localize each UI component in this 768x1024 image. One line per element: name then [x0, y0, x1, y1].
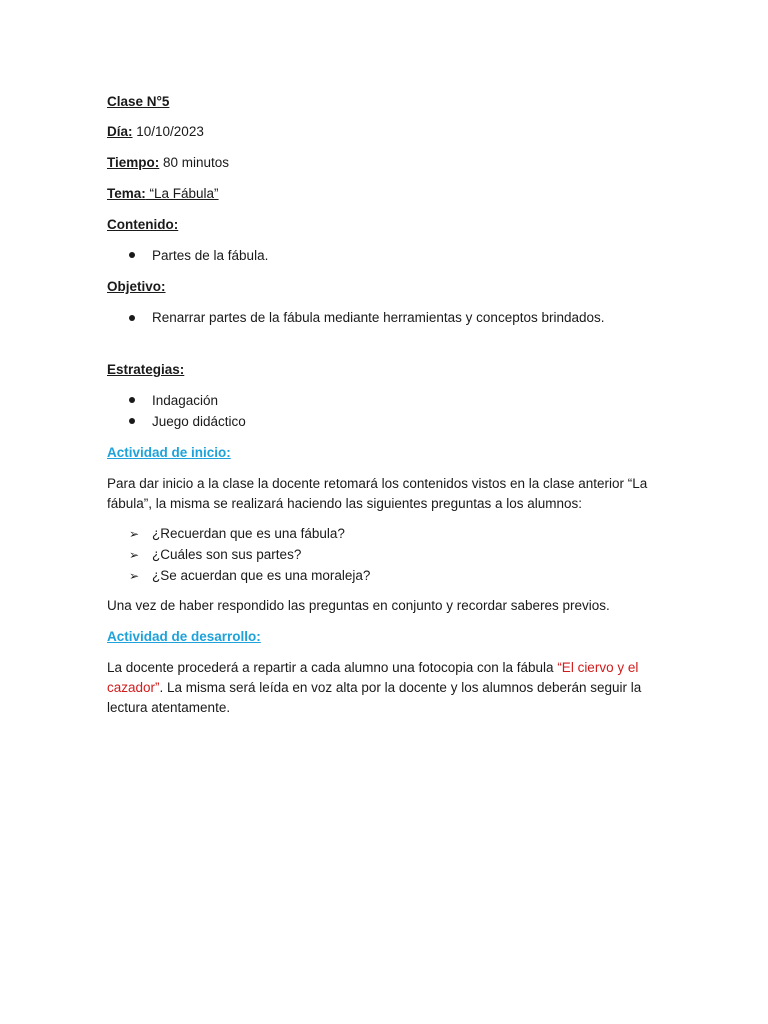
time-value: 80 minutos: [159, 155, 230, 170]
objective-label: Objetivo:: [107, 279, 166, 294]
development-activity-paragraph: [107, 658, 652, 718]
start-activity-closing: Una vez de haber respondido las preguntas en conjunto y recordar saberes previos.: [107, 598, 610, 613]
strategies-label: Estrategias:: [107, 362, 185, 377]
question-item: ¿Se acuerdan que es una moraleja?: [152, 568, 371, 583]
class-number: [107, 92, 169, 112]
topic-label: Tema:: [107, 186, 146, 201]
date-line: [107, 122, 204, 142]
development-activity-title: Actividad de desarrollo:: [107, 629, 261, 644]
start-activity-heading: [107, 443, 231, 463]
date-label: Día:: [107, 124, 133, 139]
bullet-icon: [129, 418, 135, 424]
content-heading: [107, 215, 178, 235]
arrow-bullet-icon: ➢: [129, 569, 140, 583]
content-item: Partes de la fábula.: [152, 248, 269, 263]
development-text-after: . La misma será leída en voz alta por la docente y los alumnos deberán seguir la lectura atentamente.: [107, 680, 642, 715]
objective-heading: [107, 277, 166, 297]
strategy-item: Indagación: [152, 393, 219, 408]
arrow-bullet-icon: ➢: [129, 548, 140, 562]
strategies-heading: [107, 360, 184, 380]
start-activity-paragraph: Para dar inicio a la clase la docente retomará los contenidos vistos en la clase anterior “La fábula”, la misma se realizará haciendo las siguientes preguntas a los alumnos:: [107, 476, 648, 511]
fable-title-highlight: “El ciervo y el cazador”: [107, 660, 639, 695]
bullet-icon: [129, 315, 135, 321]
time-line: [107, 153, 229, 173]
development-activity-heading: [107, 627, 261, 647]
question-item: ¿Cuáles son sus partes?: [152, 547, 302, 562]
topic-value: “La Fábula”: [145, 186, 219, 201]
question-item: ¿Recuerdan que es una fábula?: [152, 526, 345, 541]
topic-line: [107, 184, 219, 204]
bullet-icon: [129, 397, 135, 403]
strategy-item: Juego didáctico: [152, 414, 246, 429]
content-label: Contenido:: [107, 217, 179, 232]
start-activity-title: Actividad de inicio:: [107, 445, 231, 460]
bullet-icon: [129, 252, 135, 258]
date-value: 10/10/2023: [132, 124, 204, 139]
arrow-bullet-icon: ➢: [129, 527, 140, 541]
time-label: Tiempo:: [107, 155, 160, 170]
development-text-before: La docente procederá a repartir a cada alumno una fotocopia con la fábula: [107, 660, 558, 675]
objective-item: Renarrar partes de la fábula mediante herramientas y conceptos brindados.: [152, 310, 605, 325]
class-number-label: Clase N°5: [107, 94, 170, 109]
